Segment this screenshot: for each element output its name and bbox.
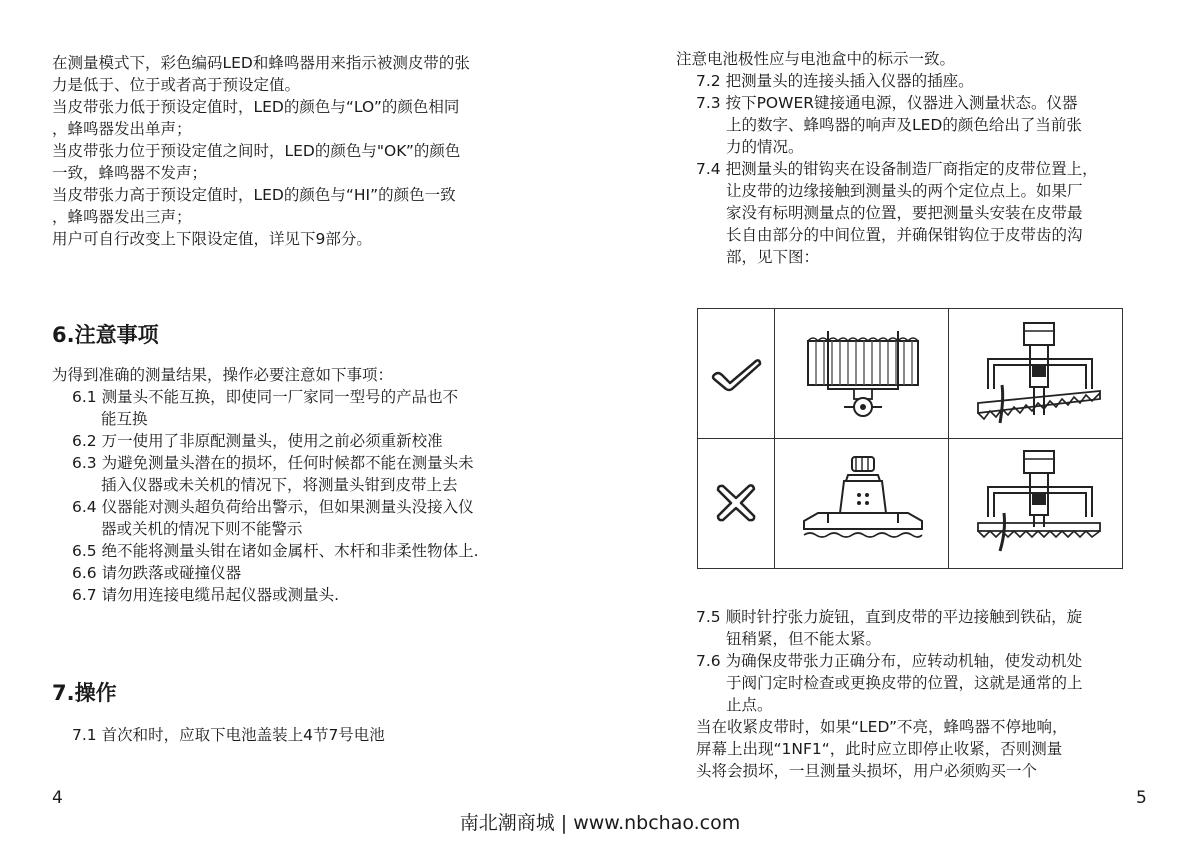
list-item: 6.7 请勿用连接电缆吊起仪器或测量头.	[72, 586, 340, 604]
intro-line: 当皮带张力低于预设定值时，LED的颜色与“LO”的颜色相同	[52, 98, 460, 116]
intro-line: ，蜂鸣器发出三声；	[52, 208, 192, 226]
intro-line: 力是低于、位于或者高于预设定值。	[52, 76, 301, 94]
list-item-cont: 插入仪器或未关机的情况下，将测量头钳到皮带上去	[101, 476, 458, 494]
list-item: 6.2 万一使用了非原配测量头，使用之前必须重新校准	[72, 432, 443, 450]
list-item-cont: 于阀门定时检查或更换皮带的位置，这就是通常的上	[726, 674, 1083, 692]
page-number-left: 4	[52, 788, 63, 808]
check-icon	[710, 353, 762, 393]
list-item: 7.1 首次和时，应取下电池盖装上4节7号电池	[72, 726, 385, 744]
section-6-list	[52, 386, 552, 606]
list-item: 6.6 请勿跌落或碰撞仪器	[72, 564, 242, 582]
list-item-cont: 部，见下图：	[726, 248, 820, 266]
right-column-lower	[676, 606, 1156, 782]
battery-note: 注意电池极性应与电池盒中的标示一致。	[676, 50, 956, 68]
list-item-cont: 能互换	[101, 410, 148, 428]
list-item-cont: 钮稍紧，但不能太紧。	[726, 630, 882, 648]
clamp-side-incorrect-illustration	[974, 447, 1104, 557]
intro-line: 当皮带张力高于预设定值时，LED的颜色与“HI”的颜色一致	[52, 186, 456, 204]
footer-watermark: 南北潮商城 | www.nbchao.com	[459, 812, 741, 834]
intro-line: ，蜂鸣器发出单声；	[52, 120, 192, 138]
cross-icon	[715, 482, 757, 524]
list-item: 6.3 为避免测量头潜在的损坏，任何时候都不能在测量头未	[72, 454, 474, 472]
list-item-cont: 让皮带的边缘接触到测量头的两个定位点上。如果厂	[726, 182, 1083, 200]
intro-paragraph	[52, 52, 552, 250]
list-item: 7.2 把测量头的连接头插入仪器的插座。	[696, 72, 974, 90]
list-item-cont: 家没有标明测量点的位置，要把测量头安装在皮带最	[726, 204, 1083, 222]
section-6-heading: 6.注意事项	[52, 323, 159, 347]
list-item: 7.3 按下POWER键接通电源，仪器进入测量状态。仪器	[696, 94, 1078, 112]
list-item: 6.4 仪器能对测头超负荷给出警示，但如果测量头没接入仪	[72, 498, 474, 516]
intro-line: 当皮带张力位于预设定值之间时，LED的颜色与"OK”的颜色	[52, 142, 461, 160]
intro-line: 在测量模式下，彩色编码LED和蜂鸣器用来指示被测皮带的张	[52, 54, 470, 72]
page-number-right: 5	[1136, 788, 1147, 808]
mounting-figure-table	[697, 308, 1123, 569]
clamp-front-correct-illustration	[798, 327, 928, 422]
clamp-side-correct-illustration	[974, 319, 1104, 429]
closing-line: 屏幕上出现“1NF1“，此时应立即停止收紧，否则测量	[696, 740, 1063, 758]
section-7-heading: 7.操作	[52, 681, 117, 705]
closing-line: 当在收紧皮带时，如果“LED”不亮，蜂鸣器不停地响，	[696, 718, 1068, 736]
intro-line: 用户可自行改变上下限设定值，详见下9部分。	[52, 230, 372, 248]
list-item: 7.4 把测量头的钳钩夹在设备制造厂商指定的皮带位置上，	[696, 160, 1098, 178]
list-item-cont: 长自由部分的中间位置，并确保钳钩位于皮带齿的沟	[726, 226, 1083, 244]
clamp-front-incorrect-illustration	[798, 451, 928, 551]
closing-line: 头将会损坏，一旦测量头损坏，用户必须购买一个	[696, 762, 1038, 780]
left-column	[52, 52, 552, 746]
section-6-intro: 为得到准确的测量结果，操作必要注意如下事项：	[52, 366, 394, 384]
list-item: 7.6 为确保皮带张力正确分布，应转动机轴，使发动机处	[696, 652, 1083, 670]
intro-line: 一致，蜂鸣器不发声；	[52, 164, 208, 182]
list-item: 6.5 绝不能将测量头钳在诸如金属杆、木杆和非柔性物体上.	[72, 542, 479, 560]
list-item-cont: 器或关机的情况下则不能警示	[101, 520, 303, 538]
list-item-cont: 上的数字、蜂鸣器的响声及LED的颜色给出了当前张	[726, 116, 1082, 134]
list-item-cont: 止点。	[726, 696, 773, 714]
right-column	[676, 50, 1156, 268]
list-item: 7.5 顺时针拧张力旋钮，直到皮带的平边接触到铁砧，旋	[696, 608, 1083, 626]
list-item: 6.1 测量头不能互换，即使同一厂家同一型号的产品也不	[72, 388, 459, 406]
list-item-cont: 力的情况。	[726, 138, 804, 156]
